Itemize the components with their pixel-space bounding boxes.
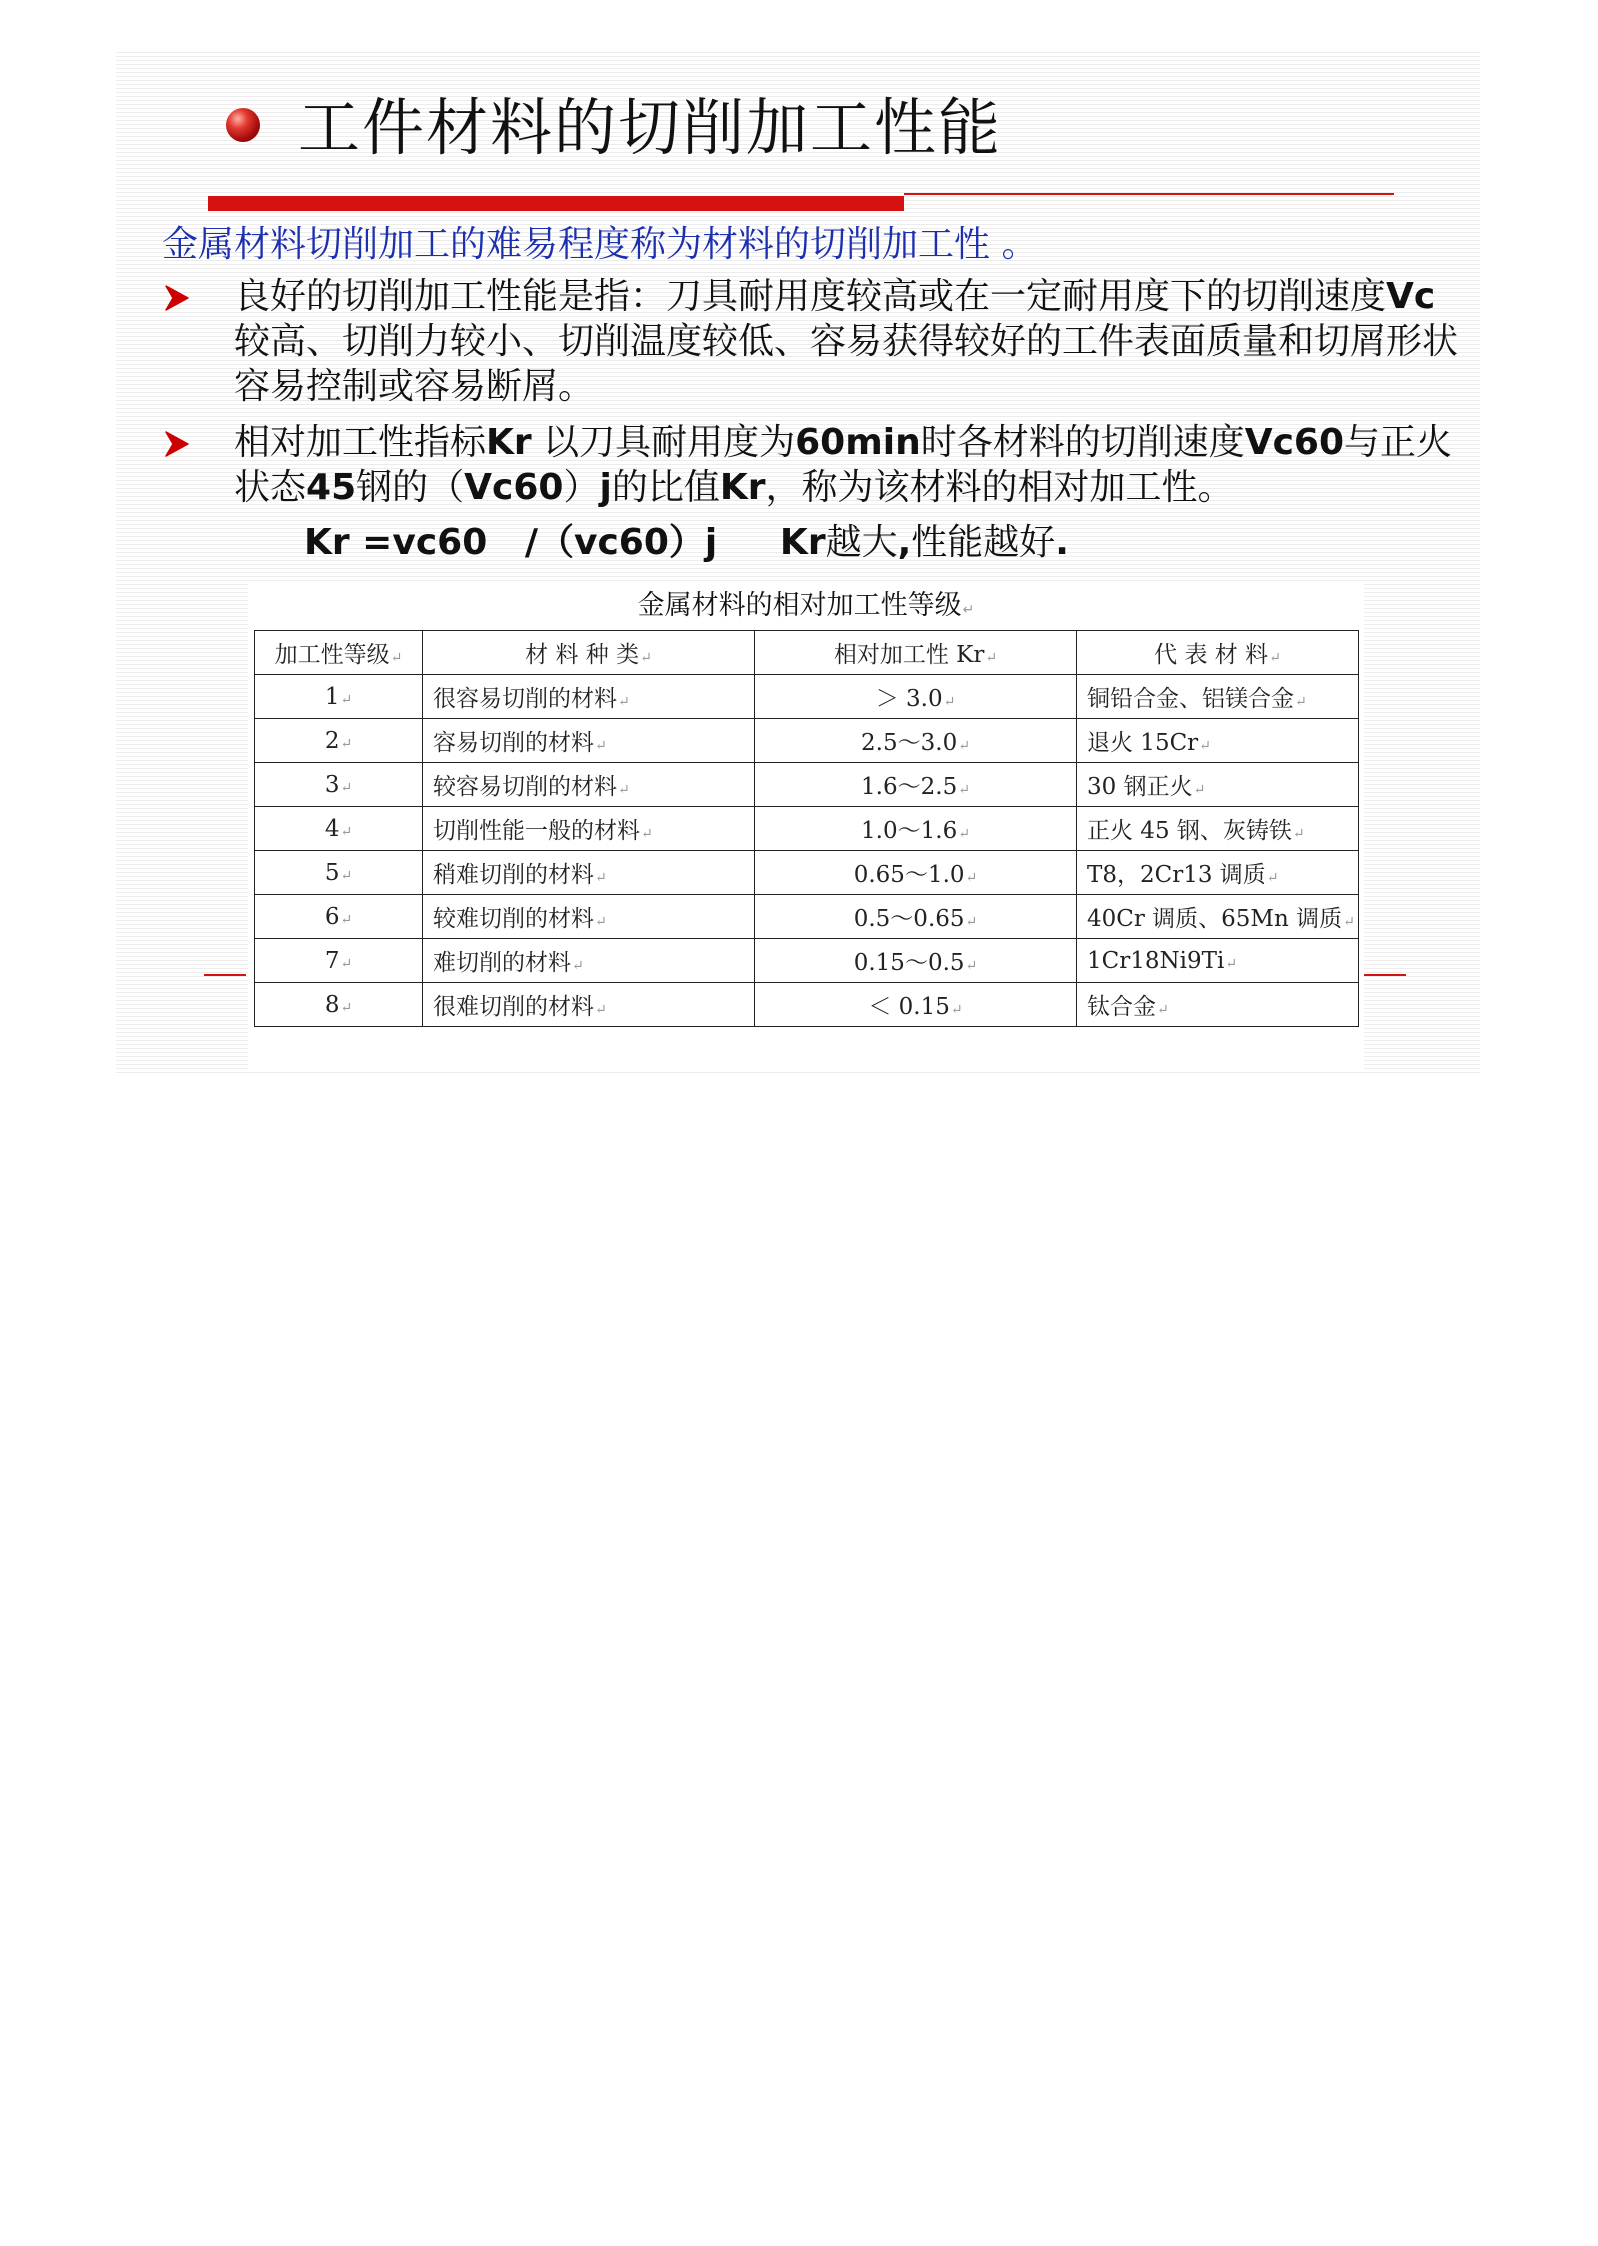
grade-cell: 3↵ [255, 763, 423, 807]
column-header: 相对加工性 Kr↵ [755, 631, 1077, 675]
text-run: 以刀具耐用度为 [531, 422, 796, 463]
representative-material-cell: 铜铅合金、铝镁合金↵ [1077, 675, 1359, 719]
text-run: 钢的（ [356, 467, 465, 508]
table-row [255, 675, 1359, 719]
material-type-cell: 较容易切削的材料↵ [423, 763, 755, 807]
arrow-bullet-icon [162, 424, 192, 464]
arrow-bullet-icon [162, 278, 192, 318]
table-row [255, 895, 1359, 939]
slide [116, 52, 1480, 1074]
table-row [255, 983, 1359, 1027]
kr-value-cell: ＜ 0.15↵ [755, 983, 1077, 1027]
bold-text-run: 45 [306, 467, 357, 508]
material-type-cell: 很容易切削的材料↵ [423, 675, 755, 719]
text-run: 与正火状态 [234, 422, 1453, 508]
material-type-cell: 容易切削的材料↵ [423, 719, 755, 763]
side-mark-left [204, 974, 246, 976]
machinability-grade-table [254, 630, 1359, 1027]
grade-cell: 5↵ [255, 851, 423, 895]
material-type-cell: 稍难切削的材料↵ [423, 851, 755, 895]
representative-material-cell: 1Cr18Ni9Ti↵ [1077, 939, 1359, 983]
representative-material-cell: 退火 15Cr↵ [1077, 719, 1359, 763]
table-header-row [255, 631, 1359, 675]
bold-text-run: Vc [1386, 276, 1436, 317]
table-row [255, 939, 1359, 983]
material-type-cell: 难切削的材料↵ [423, 939, 755, 983]
grade-cell: 8↵ [255, 983, 423, 1027]
table-row [255, 719, 1359, 763]
bullet-point-text [234, 274, 1462, 409]
title-underline-thick [208, 196, 904, 211]
representative-material-cell: 钛合金↵ [1077, 983, 1359, 1027]
bold-text-run: Vc60 [464, 467, 564, 508]
kr-value-cell: 0.5～0.65↵ [755, 895, 1077, 939]
representative-material-cell: T8，2Cr13 调质↵ [1077, 851, 1359, 895]
bold-text-run: Kr [486, 422, 532, 463]
bullet-point-text [234, 420, 1462, 510]
kr-value-cell: 1.6～2.5↵ [755, 763, 1077, 807]
column-header: 代 表 材 料↵ [1077, 631, 1359, 675]
kr-value-cell: 0.15～0.5↵ [755, 939, 1077, 983]
bold-text-run: j [599, 467, 612, 508]
text-run: ） [563, 467, 600, 508]
table-row [255, 807, 1359, 851]
column-header: 加工性等级↵ [255, 631, 423, 675]
representative-material-cell: 30 钢正火↵ [1077, 763, 1359, 807]
slide-title: 工件材料的切削加工性能 [298, 91, 1003, 164]
list-item [162, 274, 1462, 414]
table-row [255, 763, 1359, 807]
bold-text-run: Vc60 [1244, 422, 1345, 463]
text-run: 的比值 [611, 467, 720, 508]
representative-material-cell: 40Cr 调质、65Mn 调质↵ [1077, 895, 1359, 939]
bold-text-run: . [1055, 522, 1069, 563]
list-item [162, 420, 1462, 520]
column-header: 材 料 种 类↵ [423, 631, 755, 675]
grade-cell: 1↵ [255, 675, 423, 719]
kr-formula [304, 520, 1069, 566]
material-type-cell: 很难切削的材料↵ [423, 983, 755, 1027]
kr-value-cell: ＞ 3.0↵ [755, 675, 1077, 719]
red-ball-bullet-icon [226, 108, 260, 142]
table-row [255, 851, 1359, 895]
grade-cell: 4↵ [255, 807, 423, 851]
text-run: 时各材料的切削速度 [920, 422, 1245, 463]
representative-material-cell: 正火 45 钢、灰铸铁↵ [1077, 807, 1359, 851]
bold-text-run: , [897, 522, 912, 563]
text-run: 越大 [825, 522, 898, 563]
bold-text-run: Kr [779, 522, 826, 563]
bold-text-run: Kr =vc60 /（vc60）j [304, 522, 780, 563]
table-panel [248, 584, 1364, 1072]
side-mark-right [1364, 974, 1406, 976]
text-run: ，称为该材料的相对加工性。 [765, 467, 1234, 508]
text-run: 性能越好 [911, 522, 1056, 563]
text-run: 相对加工性指标 [234, 422, 487, 463]
kr-value-cell: 1.0～1.6↵ [755, 807, 1077, 851]
material-type-cell: 切削性能一般的材料↵ [423, 807, 755, 851]
text-run: 良好的切削加工性能是指：刀具耐用度较高或在一定耐用度下的切削速度 [234, 276, 1387, 317]
kr-value-cell: 0.65～1.0↵ [755, 851, 1077, 895]
grade-cell: 7↵ [255, 939, 423, 983]
bold-text-run: Kr [719, 467, 766, 508]
title-underline-thin [904, 193, 1394, 195]
kr-value-cell: 2.5～3.0↵ [755, 719, 1077, 763]
material-type-cell: 较难切削的材料↵ [423, 895, 755, 939]
bold-text-run: 60min [795, 422, 921, 463]
text-run: 较高、切削力较小、切削温度较低、容易获得较好的工件表面质量和切屑形状容易控制或容易断屑。 [234, 321, 1459, 407]
table-caption: 金属材料的相对加工性等级↵ [637, 590, 975, 621]
intro-text: 金属材料切削加工的难易程度称为材料的切削加工性 。 [162, 224, 1038, 265]
grade-cell: 6↵ [255, 895, 423, 939]
grade-cell: 2↵ [255, 719, 423, 763]
